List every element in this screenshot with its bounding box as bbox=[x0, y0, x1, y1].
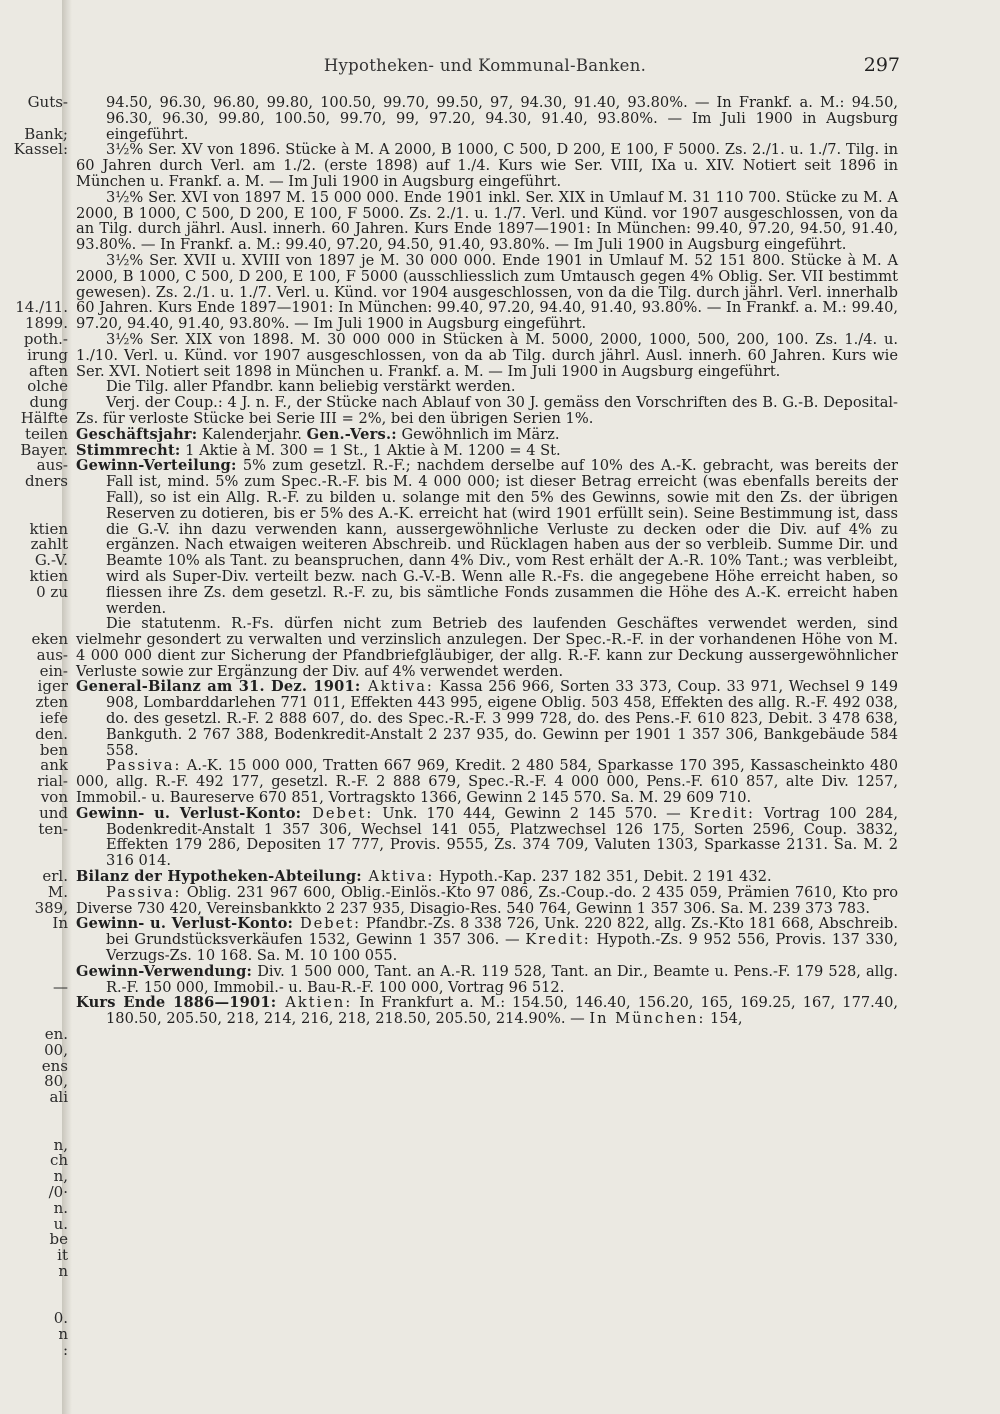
margin-fragment: poth.- bbox=[23, 331, 68, 348]
margin-fragment: rial- bbox=[37, 774, 68, 791]
paragraph bbox=[76, 190, 898, 253]
margin-fragment: 0. bbox=[53, 1311, 68, 1328]
paragraph-text: 154, bbox=[705, 1010, 743, 1028]
paragraph-text: Unk. 170 444, Gewinn 2 145 570. — bbox=[373, 804, 690, 822]
margin-fragment: 14./11. bbox=[15, 300, 68, 317]
paragraph-text: 3½% Ser. XVI von 1897 M. 15 000 000. Ende 1901 inkl. Ser. XIX in Umlauf M. 31 110 700. Stücke zu M. A 2000, B 1000, C 500, D 200, E 100, F 5000. Zs. 2./1. u. 1./7. Verl. und Künd. vor 1907 ausgeschlossen, von da an Tilg. durch jährl. Ausl. innerh. 60 Jahren. Kurs Ende 1897—1901: In München: 99.40, 97.20, 94.50, 91.40, 93.80%. — In Frankf. a. M.: 99.40, 97.20, 94.50, 91.40, 93.80%. — Im Juli 1900 in Augsburg eingeführt. bbox=[76, 188, 898, 254]
margin-fragment: n. bbox=[53, 1200, 68, 1217]
margin-fragment: ein- bbox=[39, 663, 68, 680]
margin-fragment: olche bbox=[27, 379, 68, 396]
margin-fragment: be bbox=[49, 1232, 68, 1249]
margin-fragment: und bbox=[39, 805, 68, 822]
margin-fragment: dners bbox=[24, 474, 68, 490]
margin-fragment: n, bbox=[53, 1169, 68, 1185]
section-label: General-Bilanz am 31. Dez. 1901: bbox=[76, 678, 361, 696]
margin-fragment bbox=[0, 1011, 68, 1027]
margin-fragment: n bbox=[58, 1263, 68, 1280]
margin-fragment: aus- bbox=[36, 647, 68, 664]
margin-fragment: 0 zu bbox=[36, 584, 68, 601]
margin-fragment bbox=[0, 837, 68, 853]
paragraph bbox=[76, 616, 898, 679]
margin-fragment: 389, bbox=[34, 900, 68, 917]
paragraph bbox=[76, 253, 898, 332]
margin-fragment: iefe bbox=[39, 711, 68, 727]
margin-fragment: G.-V. bbox=[34, 553, 68, 569]
paragraph bbox=[76, 679, 898, 758]
margin-fragment bbox=[0, 237, 68, 253]
margin-fragment: erl. bbox=[42, 869, 68, 885]
section-label: Gen.-Vers.: bbox=[306, 425, 397, 443]
left-margin-fragments bbox=[0, 95, 68, 1359]
margin-fragment bbox=[0, 111, 68, 127]
margin-fragment: Bayer. bbox=[20, 442, 68, 459]
paragraph bbox=[76, 885, 898, 917]
margin-fragment bbox=[0, 174, 68, 190]
page-header bbox=[70, 52, 900, 82]
page-number: 297 bbox=[863, 54, 900, 76]
paragraph bbox=[76, 964, 898, 996]
spaced-label: Aktiva: bbox=[361, 868, 435, 886]
margin-fragment bbox=[0, 964, 68, 980]
paragraph-text: Hypoth.-Zs. 9 952 556, Provis. 137 330, Verzugs-Zs. 10 168. Sa. M. 10 100 055. bbox=[106, 931, 898, 965]
margin-fragment: den. bbox=[35, 726, 68, 743]
margin-fragment: 00, bbox=[44, 1042, 68, 1059]
section-label: Gewinn-Verteilung: bbox=[76, 457, 237, 475]
margin-fragment: ch bbox=[49, 1153, 68, 1170]
section-label: Geschäftsjahr: bbox=[76, 425, 198, 443]
margin-fragment: ali bbox=[49, 1090, 68, 1106]
section-label: Stimmrecht: bbox=[76, 441, 181, 459]
paragraph bbox=[76, 995, 898, 1027]
margin-fragment bbox=[0, 206, 68, 222]
margin-fragment: Bank; bbox=[24, 126, 68, 143]
margin-fragment bbox=[0, 253, 68, 269]
paragraph-text: Vortrag 100 284, Bodenkredit-Anstalt 1 357 306, Wechsel 141 055, Platzwechsel 126 175, Sorten 2596, Coup. 3832, Effekten 179 286, Depositen 17 777, Provis. 9555, Zs. 374 709, Valuten 1303, Sparkasse 2131. Sa. M. 2 316 014. bbox=[106, 804, 898, 870]
section-label: Bilanz der Hypotheken-Abteilung: bbox=[76, 868, 362, 886]
margin-fragment bbox=[0, 1106, 68, 1122]
paragraph bbox=[76, 916, 898, 963]
section-label: Kurs Ende 1886—1901: bbox=[76, 994, 277, 1012]
paragraph-text: In Frankfurt a. M.: 154.50, 146.40, 156.20, 165, 169.25, 167, 177.40, 180.50, 205.50, 218, 214, 216, 218, 218.50, 205.50, 214.90%. — bbox=[106, 994, 898, 1028]
margin-fragment: aus- bbox=[36, 458, 68, 475]
paragraph-text: Verj. der Coup.: 4 J. n. F., der Stücke nach Ablauf von 30 J. gemäss den Vorschriften des B. G.-B. Deposital-Zs. für verloste Stücke bei Serie III = 2%, bei den übrigen Serien 1%. bbox=[76, 394, 898, 427]
paragraph bbox=[76, 95, 898, 142]
margin-fragment: ank bbox=[40, 758, 68, 775]
margin-fragment bbox=[0, 158, 68, 174]
spaced-label: Kredit: bbox=[525, 931, 591, 949]
paragraph-text: Kassa 256 966, Sorten 33 373, Coup. 33 971, Wechsel 9 149 908, Lombarddarlehen 771 011, Effekten 443 995, eigene Oblig. 503 458, Effekten des allg. R.-F. 492 038, do. des gesetzl. R.-F. 2 888 607, do. des Spec.-R.-F. 3 999 728, do. des Pens.-F. 610 823, Debit. 3 478 638, Bankguth. 2 767 388, Bodenkredit-Anstalt 2 237 935, do. Gewinn per 1901 1 357 306, Bankgebäude 584 558. bbox=[106, 678, 898, 759]
margin-fragment: 80, bbox=[44, 1074, 68, 1091]
margin-fragment bbox=[0, 285, 68, 301]
margin-fragment: In bbox=[52, 916, 68, 933]
section-label: Gewinn-Verwendung: bbox=[76, 962, 253, 980]
margin-fragment: ben bbox=[39, 742, 68, 759]
margin-fragment: zahlt bbox=[30, 537, 68, 554]
paragraph-text: Die Tilg. aller Pfandbr. kann beliebig verstärkt werden. bbox=[106, 378, 516, 396]
margin-fragment: von bbox=[40, 790, 68, 806]
paragraph bbox=[76, 332, 898, 379]
margin-fragment: u. bbox=[53, 1216, 68, 1233]
spaced-label: Aktiva: bbox=[360, 678, 434, 696]
margin-fragment: zten bbox=[35, 695, 68, 712]
margin-fragment bbox=[0, 601, 68, 617]
paragraph-text: Die statutenm. R.-Fs. dürfen nicht zum Betrieb des laufenden Geschäftes verwendet werden, sind vielmehr gesondert zu verwalten und verzinslich anzulegen. Der Spec.-R.-F. in der vorhandenen Höhe von M. 4 000 000 dient zur Sicherung der Pfandbriefgläubiger, der allg. R.-F. kann zur Deckung aussergewöhnlicher Verluste sowie zur Ergänzung der Div. auf 4% verwendet werden. bbox=[76, 615, 898, 680]
paragraph bbox=[76, 458, 898, 616]
spaced-label: In München: bbox=[589, 1010, 706, 1028]
paragraph-text: Hypoth.-Kap. 237 182 351, Debit. 2 191 432. bbox=[434, 868, 772, 886]
paragraph bbox=[76, 758, 898, 805]
margin-fragment: M. bbox=[47, 884, 68, 901]
margin-fragment bbox=[0, 506, 68, 522]
margin-fragment: teilen bbox=[24, 426, 68, 443]
margin-fragment bbox=[0, 1296, 68, 1312]
margin-fragment bbox=[0, 995, 68, 1011]
paragraph bbox=[76, 427, 898, 443]
margin-fragment: Kassel: bbox=[13, 142, 68, 159]
spaced-label: Passiva: bbox=[106, 757, 182, 775]
margin-fragment: ktien bbox=[29, 521, 68, 538]
margin-fragment: irung bbox=[27, 347, 68, 364]
paragraph bbox=[76, 142, 898, 189]
margin-fragment bbox=[0, 190, 68, 206]
margin-fragment: iger bbox=[37, 679, 68, 696]
margin-fragment bbox=[0, 948, 68, 964]
margin-fragment: Guts- bbox=[27, 95, 68, 111]
main-text bbox=[76, 95, 898, 1027]
margin-fragment bbox=[0, 490, 68, 506]
spaced-label: Debet: bbox=[293, 915, 362, 933]
running-title: Hypotheken- und Kommunal-Banken. bbox=[323, 56, 647, 75]
margin-fragment: dung bbox=[29, 395, 68, 411]
section-label: Gewinn- u. Verlust-Konto: bbox=[76, 915, 294, 933]
spaced-label: Kredit: bbox=[689, 804, 755, 822]
margin-fragment: aften bbox=[28, 363, 68, 380]
paragraph-text: Div. 1 500 000, Tant. an A.-R. 119 528, Tant. an Dir., Beamte u. Pens.-F. 179 528, allg. R.-F. 150 000, Immobil.- u. Bau-R.-F. 100 000, Vortrag 96 512. bbox=[106, 962, 898, 996]
paragraph-text: 5% zum gesetzl. R.-F.; nachdem derselbe auf 10% des A.-K. gebracht, was bereits der Fall ist, mind. 5% zum Spec.-R.-F. bis M. 4 000 000; ist dieser Betrag erreicht (was ebenfalls bereits der Fall), so ist ein Allg. R.-F. zu bilden u. solange mit den 5% des Gewinns, sowie mit den Zs. der übrigen Reserven zu dotieren, bis er 5% des A.-K. erreicht hat (wird 1901 erfüllt sein). Seine Bestimmung ist, dass die G.-V. ihn dazu verwenden kann, aussergewöhnliche Verluste zu decken oder die Div. auf 4% zu ergänzen. Nach etwaigen weiteren Abschreib. und Rücklagen haben aus der so verbleib. Summe Dir. und Beamte 10% als Tant. zu beanspruchen, dann 4% Div., vom Rest erhält der A.-R. 10% Tant.; was verbleibt, wird als Super-Div. verteilt bezw. nach G.-V.-B. Wenn alle R.-Fs. die angegebene Höhe erreicht haben, so fliessen ihre Zs. dem gesetzl. R.-F. zu, bis sämtliche Fonds zusammen die Höhe des A.-K. erreicht haben werden. bbox=[106, 457, 898, 617]
margin-fragment: n bbox=[58, 1327, 68, 1343]
section-label: Gewinn- u. Verlust-Konto: bbox=[76, 804, 302, 822]
margin-fragment: : bbox=[62, 1342, 68, 1359]
spaced-label: Passiva: bbox=[106, 883, 182, 901]
paragraph-text: 3½% Ser. XV von 1896. Stücke à M. A 2000, B 1000, C 500, D 200, E 100, F 5000. Zs. 2./1. u. 1./7. Tilg. in 60 Jahren durch Verl. am 1./2. (erste 1898) auf 1./4. Kurs wie Ser. VIII, IXa u. XIV. Notiert seit 1896 in München u. Frankf. a. M. — Im Juli 1900 in Augsburg eingeführt. bbox=[76, 141, 898, 190]
paragraph-text: 94.50, 96.30, 96.80, 99.80, 100.50, 99.70, 99.50, 97, 94.30, 91.40, 93.80%. — In Frankf. a. M.: 94.50, 96.30, 96.30, 99.80, 100.50, 99.70, 99, 97.20, 94.30, 91.40, 93.80%. — Im Juli 1900 in Augsburg eingeführt. bbox=[106, 94, 898, 143]
margin-fragment: Hälfte bbox=[20, 410, 68, 427]
paragraph-text: Kalenderjahr. bbox=[197, 425, 307, 443]
paragraph-text: Pfandbr.-Zs. 8 338 726, Unk. 220 822, allg. Zs.-Kto 181 668, Abschreib. bei Grundstücksverkäufen 1532, Gewinn 1 357 306. — bbox=[106, 915, 898, 949]
paragraph bbox=[76, 806, 898, 869]
margin-fragment: ens bbox=[41, 1058, 68, 1075]
margin-fragment bbox=[0, 616, 68, 632]
paragraph bbox=[76, 395, 898, 427]
margin-fragment bbox=[0, 269, 68, 285]
margin-fragment: /0· bbox=[48, 1184, 68, 1201]
margin-fragment bbox=[0, 221, 68, 237]
margin-fragment: eken bbox=[31, 632, 68, 648]
paragraph-text: Oblig. 231 967 600, Oblig.-Einlös.-Kto 97 086, Zs.-Coup.-do. 2 435 059, Prämien 7610, Kto pro Diverse 730 420, Vereinsbankkto 2 237 935, Disagio-Res. 540 764, Gewinn 1 357 306. Sa. M. 239 373 783. bbox=[76, 883, 898, 917]
margin-fragment: — bbox=[53, 979, 68, 996]
paragraph bbox=[76, 869, 898, 885]
margin-fragment: it bbox=[57, 1248, 68, 1264]
margin-fragment: n, bbox=[53, 1137, 68, 1154]
margin-fragment: en. bbox=[44, 1027, 68, 1043]
paragraph-text: Gewöhnlich im März. bbox=[396, 425, 560, 443]
margin-fragment: 1899. bbox=[25, 316, 68, 332]
margin-fragment bbox=[0, 1122, 68, 1138]
paragraph bbox=[76, 443, 898, 459]
margin-fragment bbox=[0, 853, 68, 869]
paragraph-text: 3½% Ser. XVII u. XVIII von 1897 je M. 30 000 000. Ende 1901 in Umlauf M. 52 151 800. Stücke à M. A 2000, B 1000, C 500, D 200, E 100, F 5000 (ausschliesslich zum Umtausch gegen 4% Oblig. Ser. VII bestimmt gewesen). Zs. 2./1. u. 1./7. Verl. u. Künd. vor 1904 ausgeschlossen, von da die Tilg. durch jährl. Verl. innerhalb 60 Jahren. Kurs Ende 1897—1901: In München: 99.40, 97.20, 94.40, 91.40, 93.80%. — In Frankf. a. M.: 99.40, 97.20, 94.40, 91.40, 93.80%. — Im Juli 1900 in Augsburg eingeführt. bbox=[76, 251, 898, 333]
margin-fragment bbox=[0, 1280, 68, 1296]
paragraph-text: 1 Aktie à M. 300 = 1 St., 1 Aktie à M. 1200 = 4 St. bbox=[180, 441, 561, 459]
paragraph-text: 3½% Ser. XIX von 1898. M. 30 000 000 in Stücken à M. 5000, 2000, 1000, 500, 200, 100. Zs. 1./4. u. 1./10. Verl. u. Künd. vor 1907 ausgeschlossen, von da ab Tilg. durch jährl. Ausl. innerh. 60 Jahren. Kurs wie Ser. XVI. Notiert seit 1898 in München u. Frankf. a. M. — Im Juli 1900 in Augsburg eingeführt. bbox=[76, 330, 898, 380]
spaced-label: Aktien: bbox=[276, 994, 353, 1012]
paragraph-text: A.-K. 15 000 000, Tratten 667 969, Kredit. 2 480 584, Sparkasse 170 395, Kassascheinkto 480 000, allg. R.-F. 492 177, gesetzl. R.-F. 2 888 679, Spec.-R.-F. 4 000 000, Pens.-F. 610 857, alte Div. 1257, Immobil.- u. Baureserve 670 851, Vortragskto 1366, Gewinn 2 145 570. Sa. M. 29 609 710. bbox=[76, 757, 898, 807]
margin-fragment: ktien bbox=[29, 568, 68, 585]
margin-fragment bbox=[0, 932, 68, 948]
spaced-label: Debet: bbox=[301, 804, 374, 822]
margin-fragment: ten- bbox=[38, 821, 68, 838]
paragraph bbox=[76, 379, 898, 395]
